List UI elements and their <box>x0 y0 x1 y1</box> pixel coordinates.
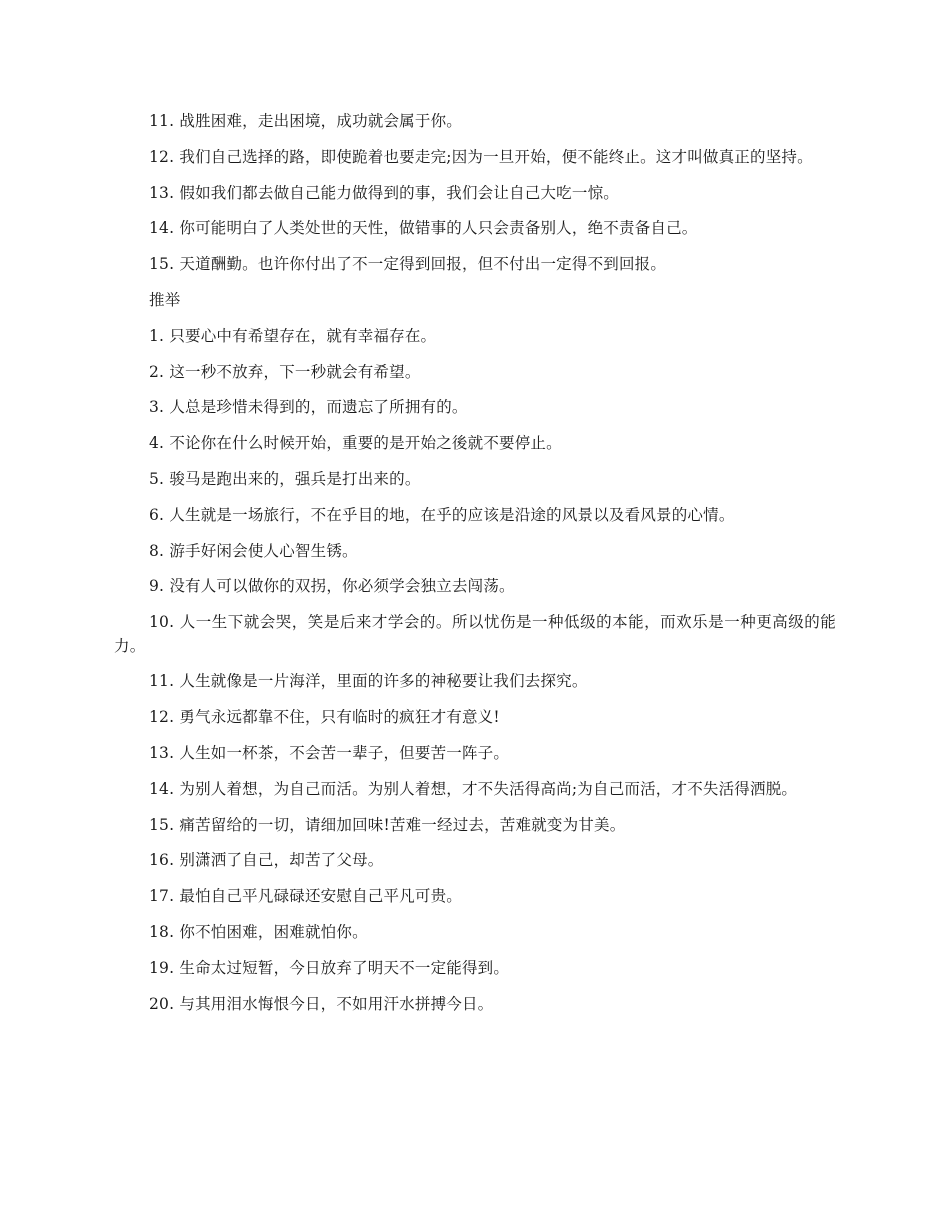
paragraph: 14. 为别人着想，为自己而活。为别人着想，才不失活得高尚;为自己而活，才不失活得洒脱。 <box>149 779 798 798</box>
section-heading: 推举 <box>149 290 181 309</box>
paragraph: 11. 人生就像是一片海洋，里面的许多的神秘要让我们去探究。 <box>149 672 588 691</box>
paragraph: 20. 与其用泪水悔恨今日，不如用汗水拼搏今日。 <box>149 994 494 1013</box>
paragraph: 6. 人生就是一场旅行，不在乎目的地，在乎的应该是沿途的风景以及看风景的心情。 <box>149 505 735 524</box>
paragraph: 15. 痛苦留给的一切，请细加回味!苦难一经过去，苦难就变为甘美。 <box>149 815 626 834</box>
paragraph: 15. 天道酬勤。也许你付出了不一定得到回报，但不付出一定得不到回报。 <box>149 255 667 274</box>
paragraph: 10. 人一生下就会哭，笑是后来才学会的。所以忧伤是一种低级的本能，而欢乐是一种更高级的能力。 <box>114 613 836 655</box>
paragraph: 16. 别潇洒了自己，却苦了父母。 <box>149 851 384 870</box>
paragraph: 12. 勇气永远都靠不住，只有临时的疯狂才有意义! <box>149 708 500 727</box>
paragraph: 4. 不论你在什么时候开始，重要的是开始之後就不要停止。 <box>149 434 562 453</box>
paragraph: 13. 假如我们都去做自己能力做得到的事，我们会让自己大吃一惊。 <box>149 183 619 202</box>
paragraph: 19. 生命太过短暂，今日放弃了明天不一定能得到。 <box>149 958 510 977</box>
paragraph: 14. 你可能明白了人类处世的天性，做错事的人只会责备别人，绝不责备自己。 <box>149 219 698 238</box>
paragraph: 5. 骏马是跑出来的，强兵是打出来的。 <box>149 469 421 488</box>
paragraph: 2. 这一秒不放弃，下一秒就会有希望。 <box>149 362 421 381</box>
paragraph: 17. 最怕自己平凡碌碌还安慰自己平凡可贵。 <box>149 887 462 906</box>
paragraph: 18. 你不怕困难，困难就怕你。 <box>149 922 368 941</box>
paragraph: 11. 战胜困难，走出困境，成功就会属于你。 <box>149 112 462 130</box>
paragraph: 3. 人总是珍惜未得到的，而遗忘了所拥有的。 <box>149 398 468 417</box>
paragraph: 12. 我们自己选择的路，即使跪着也要走完;因为一旦开始，便不能终止。这才叫做真正的坚持。 <box>149 147 813 166</box>
paragraph: 1. 只要心中有希望存在，就有幸福存在。 <box>149 326 437 345</box>
paragraph: 9. 没有人可以做你的双拐，你必须学会独立去闯荡。 <box>149 577 515 596</box>
document-body <box>114 110 836 1028</box>
paragraph: 13. 人生如一杯茶，不会苦一辈子，但要苦一阵子。 <box>149 743 510 762</box>
paragraph: 8. 游手好闲会使人心智生锈。 <box>149 541 358 560</box>
